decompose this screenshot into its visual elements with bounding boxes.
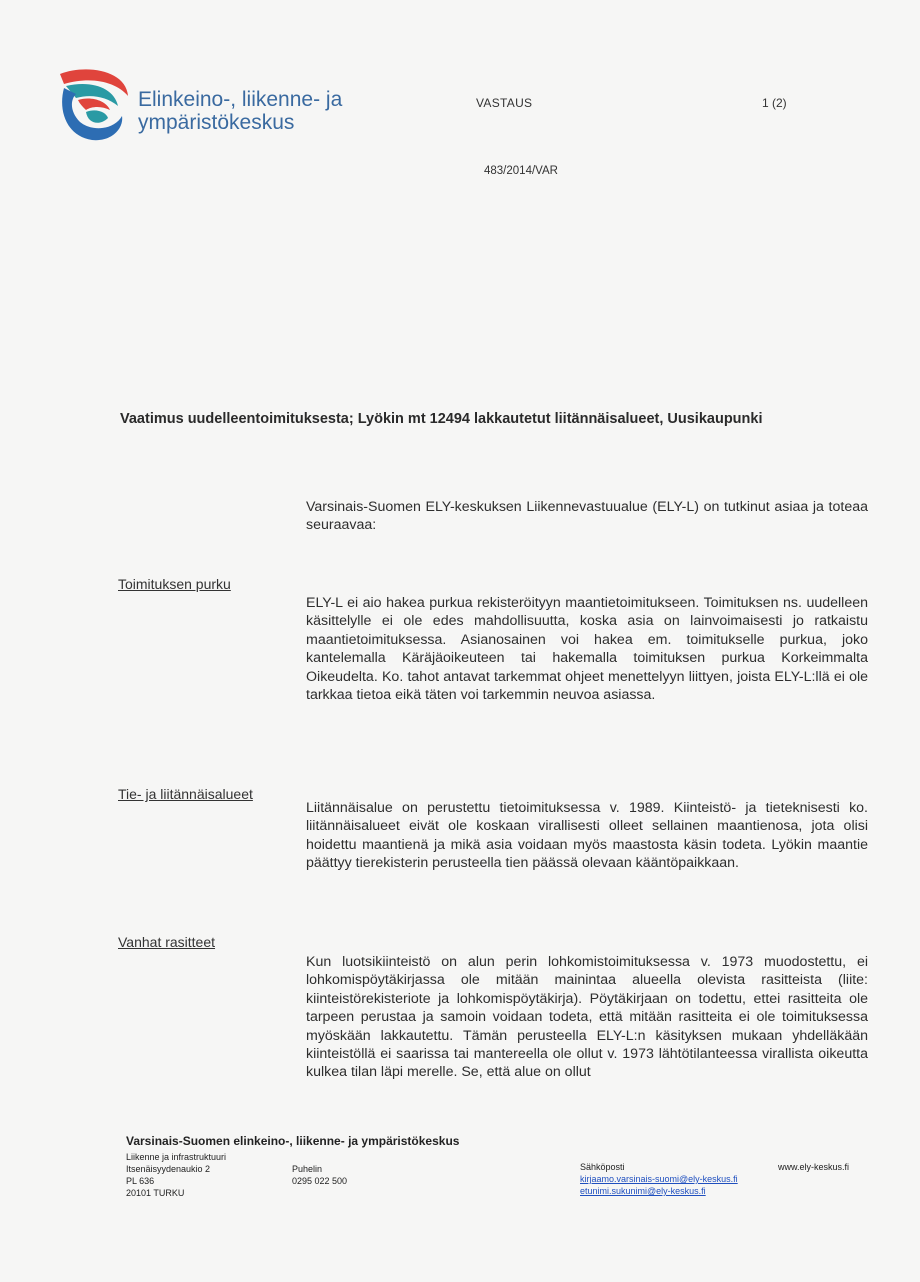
footer-address (126, 1151, 226, 1199)
footer-organization: Varsinais-Suomen elinkeino-, liikenne- ja ympäristökeskus (126, 1134, 460, 1148)
page-number: 1 (2) (762, 96, 787, 110)
footer-unit: Liikenne ja infrastruktuuri (126, 1152, 227, 1162)
intro-paragraph: Varsinais-Suomen ELY-keskuksen Liikennevastuualue (ELY-L) on tutkinut asiaa ja toteaa seuraavaa: (306, 499, 868, 534)
footer-email-link-1[interactable]: kirjaamo.varsinais-suomi@ely-keskus.fi (580, 1174, 738, 1184)
footer-website[interactable]: www.ely-keskus.fi (778, 1162, 850, 1172)
ely-logo-icon (56, 66, 132, 142)
document-title: Vaatimus uudelleentoimituksesta; Lyökin mt 12494 lakkautetut liitännäisalueet, Uusikaupunki (120, 411, 763, 427)
footer-email-link-2[interactable]: etunimi.sukunimi@ely-keskus.fi (580, 1186, 706, 1196)
org-name-line-2: ympäristökeskus (138, 111, 295, 134)
section-text-tie-ja-liitannaisalueet: Liitännäisalue on perustettu tietoimituksessa v. 1989. Kiinteistö- ja tieteknisesti ko. liitännäisalueet eivät ole koskaan virallisesti olleet sellainen maantienosa, jota olisi hoidettu maantienä ja mikä asia voidaan myös maastosta käsin todeta. Lyökin maantie päättyy tierekisterin perusteella tien päässä olevaan kääntöpaikkaan. (306, 800, 868, 872)
section-heading-toimituksen-purku: Toimituksen purku (118, 576, 231, 592)
section-text-toimituksen-purku: ELY-L ei aio hakea purkua rekisteröityyn maantietoimitukseen. Toimituksen ns. uudelleen käsittelylle ei ole edes mahdollisuutta, koska asia on lainvoimaisesti jo ratkaistu maantietoimituksessa. Asianosainen voi hakea em. toimitukselle purkua, joko kantelemalla Käräjäoikeuteen tai hakemalla toimituksen purkua Korkeimmalta Oikeudelta. Ko. tahot antavat tarkemmat ohjeet menettelyyn liittyen, joista ELY-L:llä ei ole tarkkaa tietoa eikä täten voi tarkemmin neuvoa asiassa. (306, 595, 868, 704)
footer-phone-number: 0295 022 500 (292, 1176, 348, 1186)
footer-email-label: Sähköposti (580, 1162, 625, 1172)
section-text-vanhat-rasitteet: Kun luotsikiinteistö on alun perin lohkomistoimituksessa v. 1973 muodostettu, ei lohkomispöytäkirjassa ole mitään mainintaa alueella olevista rasitteista (liite: kiinteistörekisteriote ja lohkomispöytäkirja). Pöytäkirjaan on todettu, ettei rasitteita ole tarpeen perustaa ja samoin voidaan todeta, että mitään rasitteita ei ole toimituksessa myöskään lakkautettu. Tämän perusteella ELY-L:n käsityksen mukaan yhdelläkään kiinteistöllä ei saarissa tai mantereella ole ollut v. 1973 lähtötilanteessa virallista oikeutta kulkea tilan läpi merelle. Se, että alue on ollut (306, 954, 868, 1081)
section-heading-tie-ja-liitannaisalueet: Tie- ja liitännäisalueet (118, 786, 253, 802)
footer-street: Itsenäisyydenaukio 2 (126, 1164, 211, 1174)
org-name-line-1: Elinkeino-, liikenne- ja (138, 88, 343, 111)
footer-postal: 20101 TURKU (126, 1188, 185, 1198)
reference-number: 483/2014/VAR (484, 165, 558, 177)
footer-phone (292, 1163, 347, 1187)
footer-phone-label: Puhelin (292, 1164, 323, 1174)
document-type: VASTAUS (476, 96, 533, 110)
footer-po-box: PL 636 (126, 1176, 155, 1186)
organization-name (138, 88, 342, 134)
section-heading-vanhat-rasitteet: Vanhat rasitteet (118, 934, 216, 950)
footer-email (580, 1161, 738, 1197)
